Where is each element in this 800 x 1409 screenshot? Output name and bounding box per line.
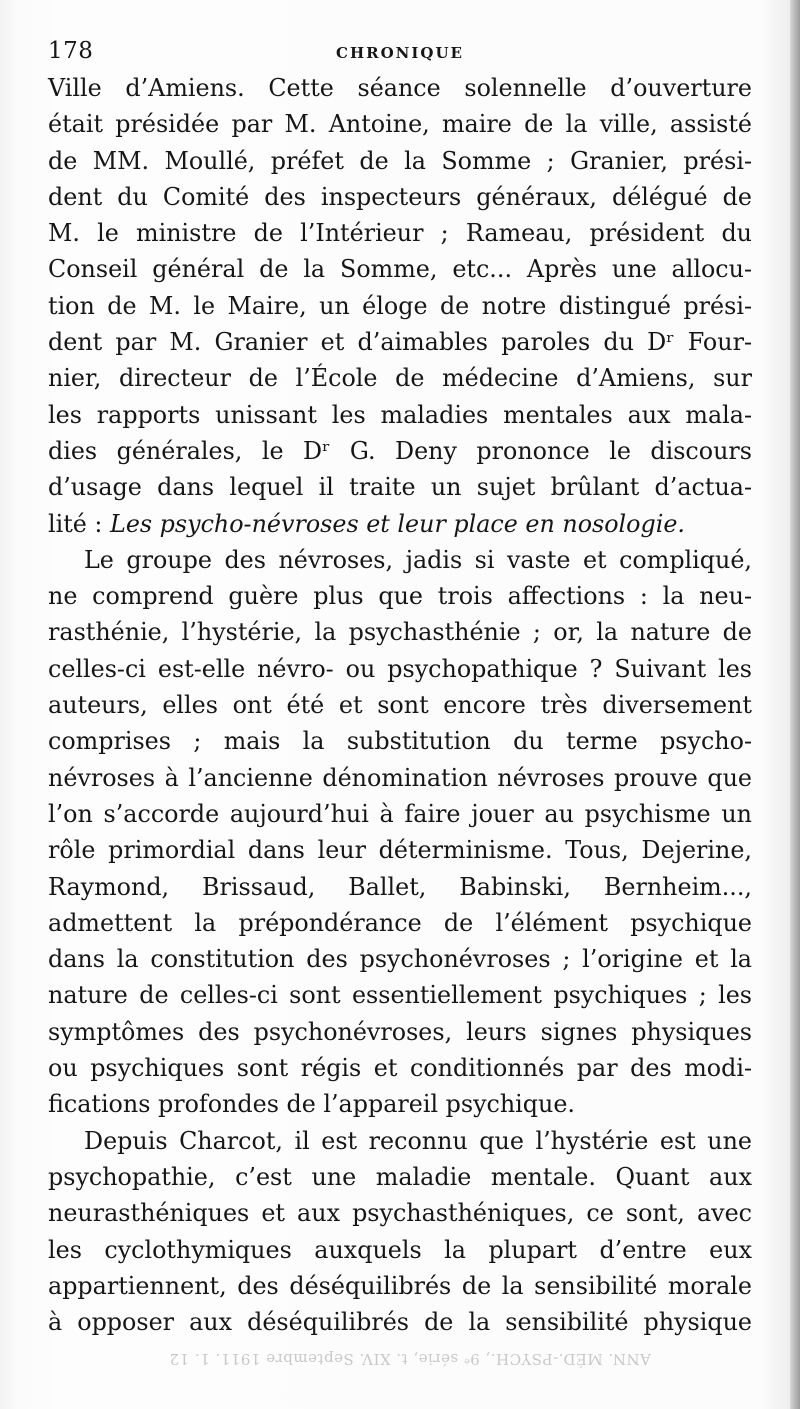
text-line: Depuis Charcot, il est reconnu que l’hystérie est une — [84, 1126, 752, 1155]
text-line-with-title — [48, 506, 752, 542]
text-line: appartiennent, des déséquilibrés de la sensibilité morale — [48, 1271, 752, 1300]
text-line: d’usage dans lequel il traite un sujet brûlant d’actua- — [48, 473, 752, 502]
text-line: rasthénie, l’hystérie, la psychasthénie ; or, la nature de — [48, 618, 752, 647]
text-line: dent par M. Granier et d’aimables paroles du Dʳ Four- — [48, 328, 752, 357]
text-line: Ville d’Amiens. Cette séance solennelle d’ouverture — [48, 74, 752, 102]
text-line: Le groupe des névroses, jadis si vaste et compliqué, — [84, 545, 752, 574]
text-line: neurasthéniques et aux psychasthéniques, ce sont, avec — [48, 1199, 752, 1228]
text-line: ne comprend guère plus que trois affections : la neu- — [48, 582, 752, 611]
text-line: celles-ci est-elle névro- ou psychopathique ? Suivant les — [48, 654, 752, 683]
text-line: de MM. Moullé, préfet de la Somme ; Granier, prési- — [48, 146, 752, 175]
page-edge-shadow — [790, 0, 800, 1409]
page-number: 178 — [48, 38, 94, 64]
text-line: Conseil général de la Somme, etc... Après une allocu- — [48, 255, 752, 284]
text-line: les cyclothymiques auxquels la plupart d’entre eux — [48, 1235, 752, 1264]
text-fragment: lité : — [48, 509, 111, 538]
running-head: CHRONIQUE — [336, 44, 464, 62]
text-line: tion de M. le Maire, un éloge de notre distingué prési- — [48, 291, 752, 320]
text-line: comprises ; mais la substitution du terme psycho- — [48, 727, 752, 756]
text-line: l’on s’accorde aujourd’hui à faire jouer au psychisme un — [48, 799, 752, 828]
text-line: psychopathie, c’est une maladie mentale. Quant aux — [48, 1162, 752, 1191]
text-line: nature de celles-ci sont essentiellement psychiques ; les — [48, 981, 752, 1010]
text-line: auteurs, elles ont été et sont encore très diversement — [48, 691, 752, 720]
text-line: rôle primordial dans leur déterminisme. Tous, Dejerine, — [48, 836, 752, 865]
text-line: dans la constitution des psychonévroses ; l’origine et la — [48, 945, 752, 974]
text-line: à opposer aux déséquilibrés de la sensibilité physique — [48, 1308, 752, 1337]
show-through-footer: ANN. MÉD.-PSYCH., 9ᵉ série, t. XIV. Septembre 1911. 1. 12 — [169, 1350, 651, 1368]
text-line: était présidée par M. Antoine, maire de la ville, assisté — [48, 110, 752, 139]
text-line: Raymond, Brissaud, Ballet, Babinski, Bernheim..., — [48, 872, 752, 901]
text-line: fications profondes de l’appareil psychique. — [48, 1090, 575, 1119]
body-text — [48, 70, 752, 1340]
text-line: nier, directeur de l’École de médecine d’Amiens, sur — [48, 364, 752, 393]
text-line: névroses à l’ancienne dénomination névroses prouve que — [48, 763, 752, 792]
text-line: dent du Comité des inspecteurs généraux, délégué de — [48, 182, 752, 211]
lecture-title: Les psycho-névroses et leur place en nosologie. — [110, 509, 685, 538]
text-line: ou psychiques sont régis et conditionnés par des modi- — [48, 1054, 752, 1083]
page-header — [48, 38, 752, 68]
text-line: symptômes des psychonévroses, leurs signes physiques — [48, 1017, 752, 1046]
text-line: dies générales, le Dʳ G. Deny prononce le discours — [48, 436, 752, 465]
text-line: admettent la prépondérance de l’élément psychique — [48, 908, 752, 937]
text-line: M. le ministre de l’Intérieur ; Rameau, président du — [48, 219, 752, 248]
text-line: les rapports unissant les maladies mentales aux mala- — [48, 400, 752, 429]
